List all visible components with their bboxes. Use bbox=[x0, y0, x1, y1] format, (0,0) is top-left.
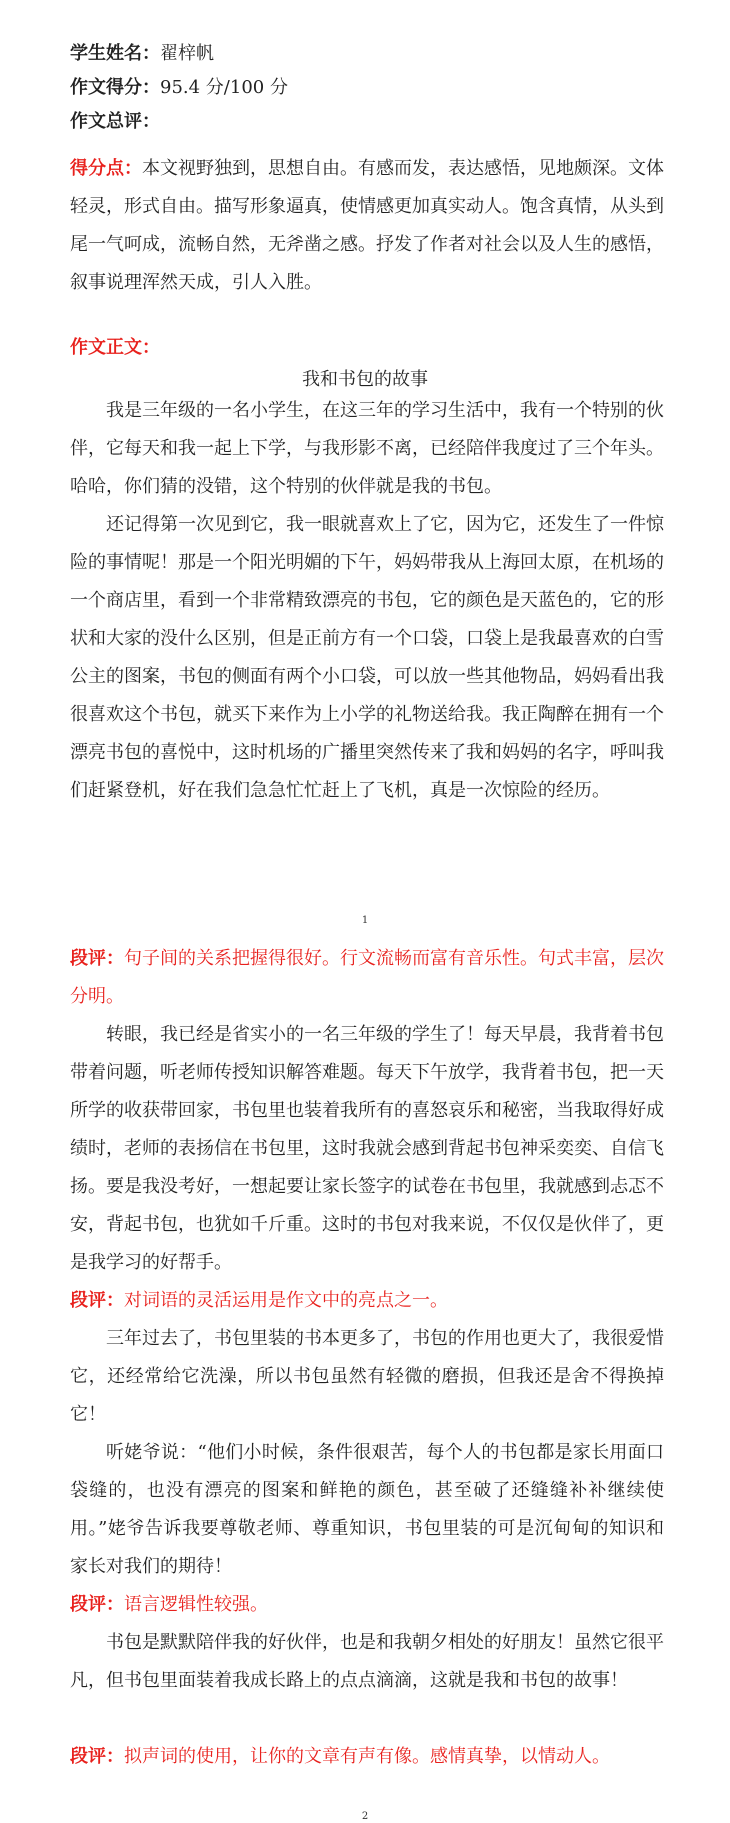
essay-paragraph-3: 转眼，我已经是省实小的一名三年级的学生了！每天早晨，我背着书包带着问题，听老师传授知识解答难题。每天下午放学，我背着书包，把一天所学的收获带回家，书包里也装着我所有的喜怒哀乐和秘密，当我取得好成绩时，老师的表扬信在书包里，这时我就会感到背起书包神采奕奕、自信飞扬。要是我没考好，一想起要让家长签字的试卷在书包里，我就感到忐忑不安，背起书包，也犹如千斤重。这时的书包对我来说，不仅仅是伙伴了，更是我学习的好帮手。 bbox=[70, 1024, 664, 1273]
paragraph-comment-1 bbox=[70, 940, 664, 1016]
paragraph-comment-2-label: 段评： bbox=[70, 1290, 124, 1311]
paragraph-comment-4-text: 拟声词的使用，让你的文章有声有像。感情真挚，以情动人。 bbox=[124, 1746, 610, 1767]
paragraph-comment-2-text: 对词语的灵活运用是作文中的亮点之一。 bbox=[124, 1290, 448, 1311]
page-number-1: 1 bbox=[361, 915, 369, 926]
overall-comment-label: 得分点： bbox=[70, 158, 142, 179]
student-name: 翟梓帆 bbox=[160, 43, 214, 64]
page-number-2: 2 bbox=[361, 1811, 369, 1822]
essay-paragraph-4: 三年过去了，书包里装的书本更多了，书包的作用也更大了，我很爱惜它，还经常给它洗澡，所以书包虽然有轻微的磨损，但我还是舍不得换掉它！ bbox=[70, 1328, 664, 1425]
paragraph-comment-3 bbox=[70, 1586, 664, 1624]
paragraph-comment-3-text: 语言逻辑性较强。 bbox=[124, 1594, 268, 1615]
paragraph-comment-2 bbox=[70, 1282, 664, 1320]
score-line bbox=[70, 76, 288, 100]
paragraph-comment-1-label: 段评： bbox=[70, 948, 124, 969]
student-name-label: 学生姓名： bbox=[70, 43, 160, 64]
essay-paragraph-5: 听姥爷说：“他们小时候，条件很艰苦，每个人的书包都是家长用面口袋缝的，也没有漂亮的图案和鲜艳的颜色，甚至破了还缝缝补补继续使用。”姥爷告诉我要尊敬老师、尊重知识，书包里装的可是沉甸甸的知识和家长对我们的期待！ bbox=[70, 1442, 664, 1577]
score-label: 作文得分： bbox=[70, 77, 160, 98]
overall-comment-text: 本文视野独到，思想自由。有感而发，表达感悟，见地颇深。文体轻灵，形式自由。描写形象逼真，使情感更加真实动人。饱含真情，从头到尾一气呵成，流畅自然，无斧凿之感。抒发了作者对社会以及人生的感悟，叙事说理浑然天成，引人入胜。 bbox=[70, 158, 664, 293]
essay-paragraph-2: 还记得第一次见到它，我一眼就喜欢上了它，因为它，还发生了一件惊险的事情呢！那是一个阳光明媚的下午，妈妈带我从上海回太原，在机场的一个商店里，看到一个非常精致漂亮的书包，它的颜色是天蓝色的，它的形状和大家的没什么区别，但是正前方有一个口袋，口袋上是我最喜欢的白雪公主的图案，书包的侧面有两个小口袋，可以放一些其他物品，妈妈看出我很喜欢这个书包，就买下来作为上小学的礼物送给我。我正陶醉在拥有一个漂亮书包的喜悦中，这时机场的广播里突然传来了我和妈妈的名字，呼叫我们赶紧登机，好在我们急急忙忙赶上了飞机，真是一次惊险的经历。 bbox=[70, 514, 664, 801]
essay-paragraph-6: 书包是默默陪伴我的好伙伴，也是和我朝夕相处的好朋友！虽然它很平凡，但书包里面装着我成长路上的点点滴滴，这就是我和书包的故事！ bbox=[70, 1632, 664, 1691]
overall-comment bbox=[70, 150, 664, 302]
paragraph-comment-1-text: 句子间的关系把握得很好。行文流畅而富有音乐性。句式丰富，层次分明。 bbox=[70, 948, 664, 1007]
paragraph-comment-4-label: 段评： bbox=[70, 1746, 124, 1767]
student-name-line bbox=[70, 42, 214, 66]
essay-title: 我和书包的故事 bbox=[302, 369, 428, 390]
essay-paragraph-1: 我是三年级的一名小学生，在这三年的学习生活中，我有一个特别的伙伴，它每天和我一起上下学，与我形影不离，已经陪伴我度过了三个年头。哈哈，你们猜的没错，这个特别的伙伴就是我的书包。 bbox=[70, 400, 664, 497]
overall-label-line bbox=[70, 110, 160, 134]
overall-label: 作文总评： bbox=[70, 111, 160, 132]
essay-section-label: 作文正文： bbox=[70, 337, 160, 358]
score-value: 95.4 分/100 分 bbox=[160, 77, 288, 98]
paragraph-comment-3-label: 段评： bbox=[70, 1594, 124, 1615]
paragraph-comment-4 bbox=[70, 1738, 664, 1776]
